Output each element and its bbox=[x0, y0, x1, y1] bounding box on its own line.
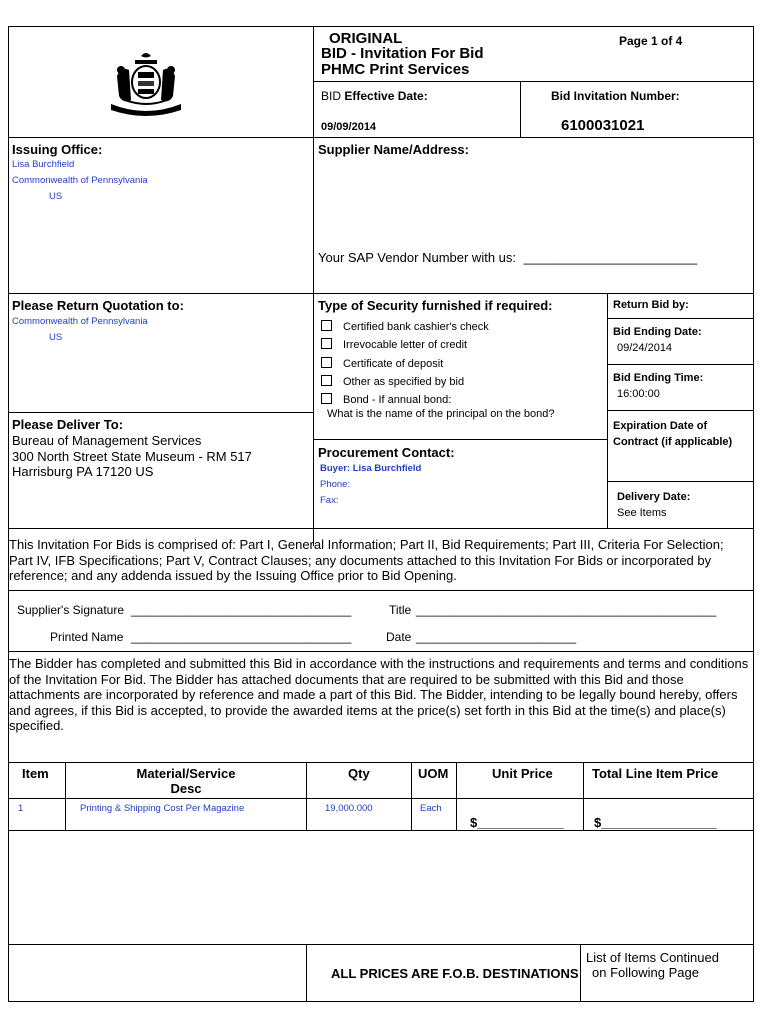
footer-divider-right bbox=[580, 944, 581, 1002]
bid-ending-date-value: 09/24/2014 bbox=[617, 342, 673, 354]
title-field[interactable]: _____________________________________________ bbox=[416, 603, 717, 617]
expiration-underline bbox=[607, 481, 754, 482]
delivery-date-value: See Items bbox=[617, 507, 667, 519]
bid-number-divider bbox=[520, 81, 521, 137]
buyer-fax: Fax: bbox=[320, 495, 339, 506]
footer-divider-left bbox=[306, 944, 307, 1002]
row-item-number: 1 bbox=[18, 803, 24, 814]
ending-date-underline bbox=[607, 364, 754, 365]
header-unit-price: Unit Price bbox=[492, 766, 553, 781]
security-option-label: Certified bank cashier's check bbox=[343, 321, 489, 333]
bond-principal-question: What is the name of the principal on the bond? bbox=[327, 408, 555, 420]
return-quotation-heading: Please Return Quotation to: bbox=[12, 298, 184, 313]
issuing-office-org: Commonwealth of Pennsylvania bbox=[12, 175, 148, 186]
security-option-label: Other as specified by bid bbox=[343, 376, 465, 388]
table-top-line bbox=[8, 762, 754, 763]
title-original: ORIGINAL bbox=[329, 30, 403, 47]
issuing-office-name: Lisa Burchfield bbox=[12, 159, 75, 170]
deliver-to-bureau: Bureau of Management Services bbox=[12, 433, 202, 448]
return-bid-heading: Return Bid by: bbox=[613, 299, 689, 311]
effective-date-value: 09/09/2014 bbox=[321, 121, 377, 133]
buyer-phone: Phone: bbox=[320, 479, 351, 490]
buyer-name: Buyer: Lisa Burchfield bbox=[320, 463, 422, 474]
row-uom: Each bbox=[420, 803, 442, 814]
checkbox-icon[interactable] bbox=[321, 393, 332, 404]
security-heading: Type of Security furnished if required: bbox=[318, 298, 553, 313]
page-indicator: Page 1 of 4 bbox=[619, 34, 683, 48]
table-row-underline bbox=[8, 830, 754, 831]
procurement-top-line bbox=[313, 439, 607, 440]
issuing-office-heading: Issuing Office: bbox=[12, 142, 103, 157]
return-bid-underline bbox=[607, 318, 754, 319]
continued-note bbox=[586, 950, 719, 980]
security-option-label: Bond - If annual bond: bbox=[343, 394, 452, 406]
effective-date-label bbox=[321, 89, 428, 103]
header-material-line2: Desc bbox=[170, 781, 202, 796]
table-col-divider-4 bbox=[456, 762, 457, 830]
row-unit-price-field[interactable]: $____________ bbox=[470, 815, 564, 830]
continued-line1: List of Items Continued bbox=[586, 950, 719, 965]
intro-top-line bbox=[8, 528, 754, 529]
vendor-number-line bbox=[318, 250, 697, 265]
table-col-divider-3 bbox=[411, 762, 412, 830]
title-bid: BID - Invitation For Bid bbox=[321, 45, 484, 62]
date-field[interactable]: ________________________ bbox=[416, 630, 577, 644]
header-underline bbox=[313, 81, 754, 82]
title-label: Title bbox=[389, 603, 412, 617]
header-qty: Qty bbox=[348, 766, 370, 781]
security-option-2[interactable] bbox=[321, 338, 467, 351]
vendor-number-field[interactable]: ________________________ bbox=[523, 250, 698, 265]
continued-line2: on Following Page bbox=[592, 965, 699, 980]
seal-icon bbox=[105, 50, 187, 118]
bid-number-value: 6100031021 bbox=[561, 117, 645, 134]
fob-statement: ALL PRICES ARE F.O.B. DESTINATIONS bbox=[331, 966, 579, 981]
bid-ending-time-value: 16:00:00 bbox=[617, 388, 660, 400]
delivery-date-label: Delivery Date: bbox=[617, 491, 691, 503]
header-divider bbox=[313, 26, 314, 546]
ending-time-underline bbox=[607, 410, 754, 411]
table-col-divider-5 bbox=[583, 762, 584, 830]
security-option-3[interactable] bbox=[321, 357, 443, 370]
section1-top-line bbox=[8, 137, 754, 138]
supplier-heading: Supplier Name/Address: bbox=[318, 142, 469, 157]
return-quotation-country: US bbox=[49, 332, 63, 343]
header-item: Item bbox=[22, 766, 49, 781]
bidder-paragraph: The Bidder has completed and submitted this Bid in accordance with the instructions and requirements and terms and conditions of the Invitation For Bid. The Bidder has attached documents that are required to be submitted with this Bid and those attachments are incorporated by reference and made a part of this Bid. The Bidder, intending to be legally bound hereby, offers and agrees, if this Bid is accepted, to provide the awarded items at the price(s) set forth in this Bid at the time(s) and place(s) specified. bbox=[9, 656, 749, 733]
security-option-5[interactable] bbox=[321, 393, 451, 406]
return-quotation-org: Commonwealth of Pennsylvania bbox=[12, 316, 148, 327]
deliver-to-heading: Please Deliver To: bbox=[12, 417, 124, 432]
state-seal bbox=[105, 50, 187, 118]
header-material bbox=[66, 766, 306, 796]
vendor-number-label: Your SAP Vendor Number with us: bbox=[318, 250, 517, 265]
deliver-to-top-line bbox=[8, 412, 313, 413]
effective-date-text: Effective Date: bbox=[344, 89, 428, 103]
supplier-signature-field[interactable]: _________________________________ bbox=[131, 603, 352, 617]
bid-number-label: Bid Invitation Number: bbox=[551, 89, 680, 103]
effective-date-prefix: BID bbox=[321, 89, 342, 103]
security-option-label: Certificate of deposit bbox=[343, 358, 444, 370]
footer-top-line bbox=[8, 944, 754, 945]
issuing-office-country: US bbox=[49, 191, 63, 202]
printed-name-label: Printed Name bbox=[50, 630, 124, 644]
table-header-underline bbox=[8, 798, 754, 799]
row-description: Printing & Shipping Cost Per Magazine bbox=[80, 803, 245, 814]
bid-ending-time-label: Bid Ending Time: bbox=[613, 372, 704, 384]
section2-top-line bbox=[8, 293, 754, 294]
deliver-to-city: Harrisburg PA 17120 US bbox=[12, 464, 154, 479]
intro-paragraph: This Invitation For Bids is comprised of: Part I, General Information; Part II, Bid Requirements; Part III, Criteria For Selection; Part IV, IFB Specifications; Part V, Contract Clauses; any documents attached to this Invitation For Bids or incorporated by reference; and any addenda issued by the Issuing Office prior to Bid Opening. bbox=[9, 537, 724, 583]
header-uom: UOM bbox=[418, 766, 449, 781]
header-material-line1: Material/Service bbox=[136, 766, 236, 781]
header-total: Total Line Item Price bbox=[592, 766, 719, 781]
row-qty: 19,000.000 bbox=[325, 803, 373, 814]
signature-top-line bbox=[8, 590, 754, 591]
bid-ending-date-label: Bid Ending Date: bbox=[613, 326, 702, 338]
title-service: PHMC Print Services bbox=[321, 61, 470, 78]
procurement-heading: Procurement Contact: bbox=[318, 445, 455, 460]
checkbox-icon[interactable] bbox=[321, 320, 332, 331]
supplier-signature-label: Supplier's Signature bbox=[17, 603, 125, 617]
security-option-label: Irrevocable letter of credit bbox=[343, 339, 468, 351]
date-label: Date bbox=[386, 630, 412, 644]
printed-name-field[interactable]: _________________________________ bbox=[131, 630, 352, 644]
checkbox-icon[interactable] bbox=[321, 338, 332, 349]
bidder-top-line bbox=[8, 651, 754, 652]
table-col-divider-2 bbox=[306, 762, 307, 830]
checkbox-icon[interactable] bbox=[321, 375, 332, 386]
deliver-to-street: 300 North Street State Museum - RM 517 bbox=[12, 449, 252, 464]
security-option-4[interactable] bbox=[321, 375, 464, 388]
row-total-field[interactable]: $________________ bbox=[594, 815, 717, 830]
checkbox-icon[interactable] bbox=[321, 357, 332, 368]
security-option-1[interactable] bbox=[321, 320, 489, 333]
expiration-date-label: Expiration Date of Contract (if applicable) bbox=[613, 420, 733, 448]
